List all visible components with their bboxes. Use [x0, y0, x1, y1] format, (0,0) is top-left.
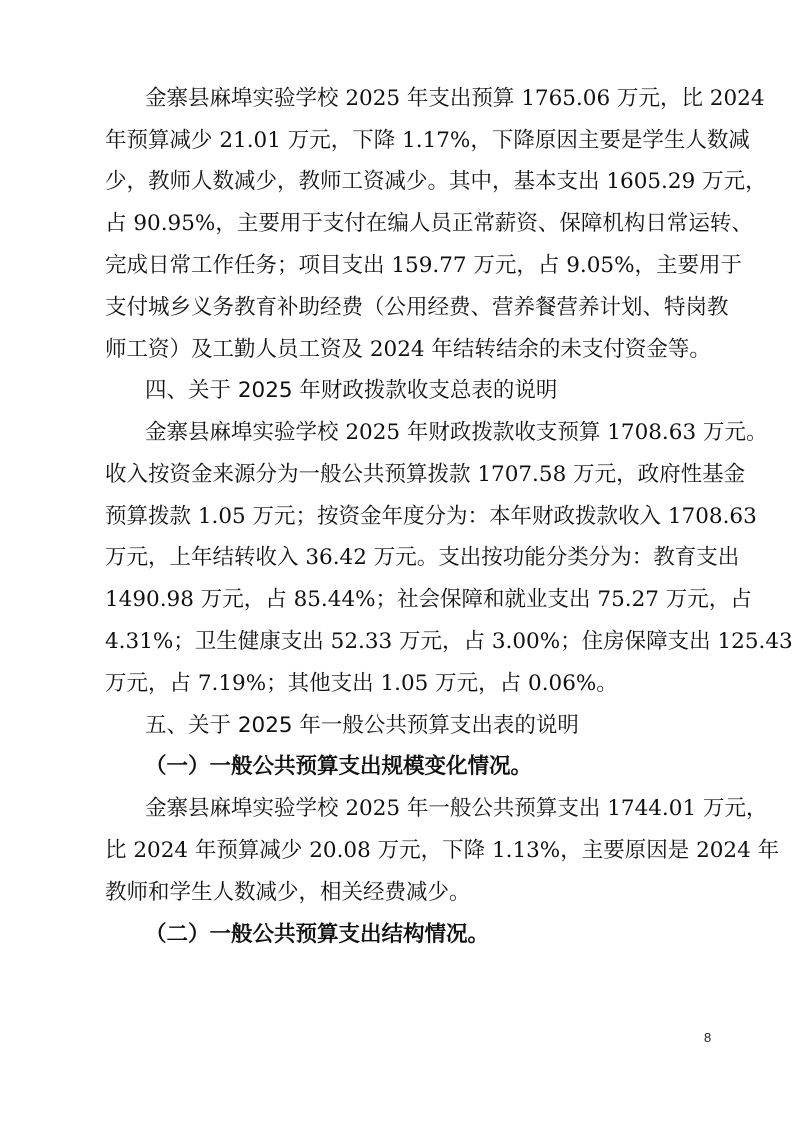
paragraph-line: 1490.98 万元，占 85.44%；社会保障和就业支出 75.27 万元，占 — [105, 587, 752, 612]
paragraph-line: 支付城乡义务教育补助经费（公用经费、营养餐营养计划、特岗教 — [105, 295, 729, 320]
paragraph-line: 教师和学生人数减少，相关经费减少。 — [105, 880, 471, 905]
paragraph-line: 师工资）及工勤人员工资及 2024 年结转结余的未支付资金等。 — [105, 337, 711, 362]
paragraph-line: 金寨县麻埠实验学校 2025 年支出预算 1765.06 万元，比 2024 — [145, 86, 765, 111]
paragraph-line: 金寨县麻埠实验学校 2025 年财政拨款收支预算 1708.63 万元。 — [145, 420, 768, 445]
paragraph-line: 占 90.95%，主要用于支付在编人员正常薪资、保障机构日常运转、 — [105, 211, 753, 236]
paragraph-line: 年预算减少 21.01 万元，下降 1.17%，下降原因主要是学生人数减 — [105, 128, 750, 153]
subsection-heading: （二）一般公共预算支出结构情况。 — [145, 922, 490, 947]
paragraph-line: 完成日常工作任务；项目支出 159.77 万元，占 9.05%，主要用于 — [105, 253, 743, 278]
paragraph-line: 少，教师人数减少，教师工资减少。其中，基本支出 1605.29 万元， — [105, 169, 767, 194]
paragraph-line: 预算拨款 1.05 万元；按资金年度分为：本年财政拨款收入 1708.63 — [105, 504, 757, 529]
page-number: 8 — [704, 1030, 712, 1045]
section-heading: 五、关于 2025 年一般公共预算支出表的说明 — [145, 713, 579, 738]
subsection-heading: （一）一般公共预算支出规模变化情况。 — [145, 754, 533, 779]
paragraph-line: 万元，占 7.19%；其他支出 1.05 万元，占 0.06%。 — [105, 671, 618, 696]
paragraph-line: 金寨县麻埠实验学校 2025 年一般公共预算支出 1744.01 万元， — [145, 796, 768, 821]
paragraph-line: 4.31%；卫生健康支出 52.33 万元，占 3.00%；住房保障支出 125.43 — [105, 629, 793, 654]
paragraph-line: 万元，上年结转收入 36.42 万元。支出按功能分类分为：教育支出 — [105, 545, 740, 570]
paragraph-line: 收入按资金来源分为一般公共预算拨款 1707.58 万元，政府性基金 — [105, 462, 746, 487]
paragraph-line: 比 2024 年预算减少 20.08 万元，下降 1.13%，主要原因是 2024 年 — [105, 838, 780, 863]
section-heading: 四、关于 2025 年财政拨款收支总表的说明 — [145, 378, 558, 403]
